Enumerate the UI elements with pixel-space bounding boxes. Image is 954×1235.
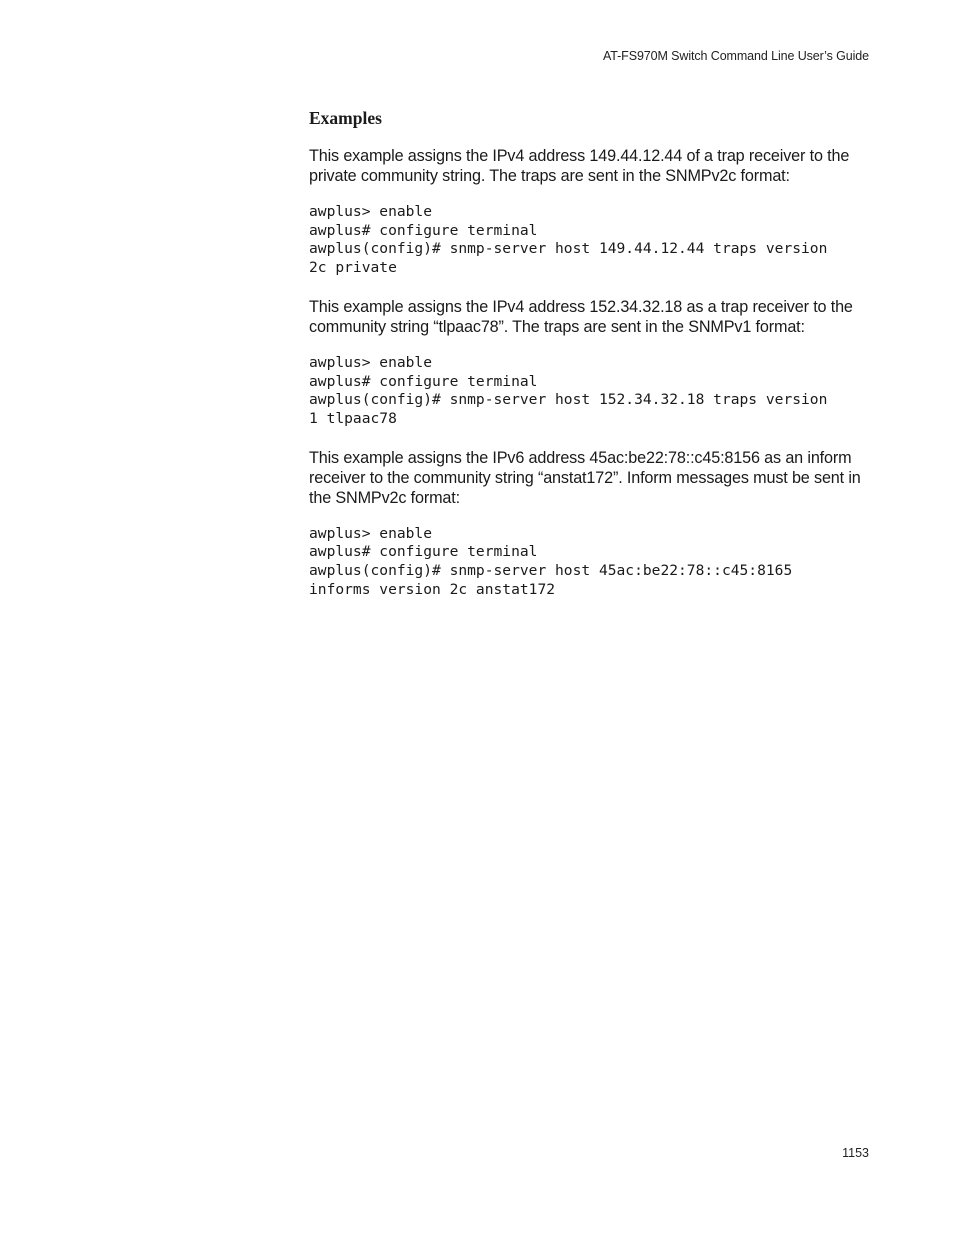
code-line: awplus(config)# snmp-server host 45ac:be22:78::c45:8165 bbox=[309, 562, 793, 580]
code-line: 2c private bbox=[309, 259, 397, 277]
running-header: AT-FS970M Switch Command Line User’s Guide bbox=[602, 49, 869, 63]
example-2-code-block bbox=[309, 354, 874, 429]
code-line: awplus> enable bbox=[309, 203, 433, 220]
code-line: awplus> enable bbox=[309, 524, 433, 542]
code-line: awplus# configure terminal bbox=[309, 221, 538, 239]
code-line: awplus> enable bbox=[309, 353, 433, 371]
code-line: awplus(config)# snmp-server host 149.44.12.44 traps version bbox=[309, 240, 828, 258]
example-2-description: This example assigns the IPv4 address 152.34.32.18 as a trap receiver to the community string “tlpaac78”. The traps are sent in the SNMPv1 format: bbox=[309, 297, 853, 336]
section-heading: Examples bbox=[309, 108, 382, 128]
page-number: 1153 bbox=[842, 1146, 869, 1160]
code-line: awplus# configure terminal bbox=[309, 543, 538, 561]
code-line: awplus(config)# snmp-server host 152.34.32.18 traps version bbox=[309, 391, 828, 409]
example-1-code-block bbox=[309, 203, 874, 278]
example-3-description: This example assigns the IPv6 address 45ac:be22:78::c45:8156 as an inform receiver to the community string “anstat172”. Inform messages must be sent in the SNMPv2c format: bbox=[309, 448, 861, 507]
code-line: informs version 2c anstat172 bbox=[309, 580, 556, 598]
code-line: awplus# configure terminal bbox=[309, 372, 538, 390]
code-line: 1 tlpaac78 bbox=[309, 409, 397, 427]
page-content bbox=[309, 108, 874, 618]
example-3-code-block bbox=[309, 525, 874, 600]
example-1-description: This example assigns the IPv4 address 149.44.12.44 of a trap receiver to the private community string. The traps are sent in the SNMPv2c format: bbox=[309, 147, 850, 185]
